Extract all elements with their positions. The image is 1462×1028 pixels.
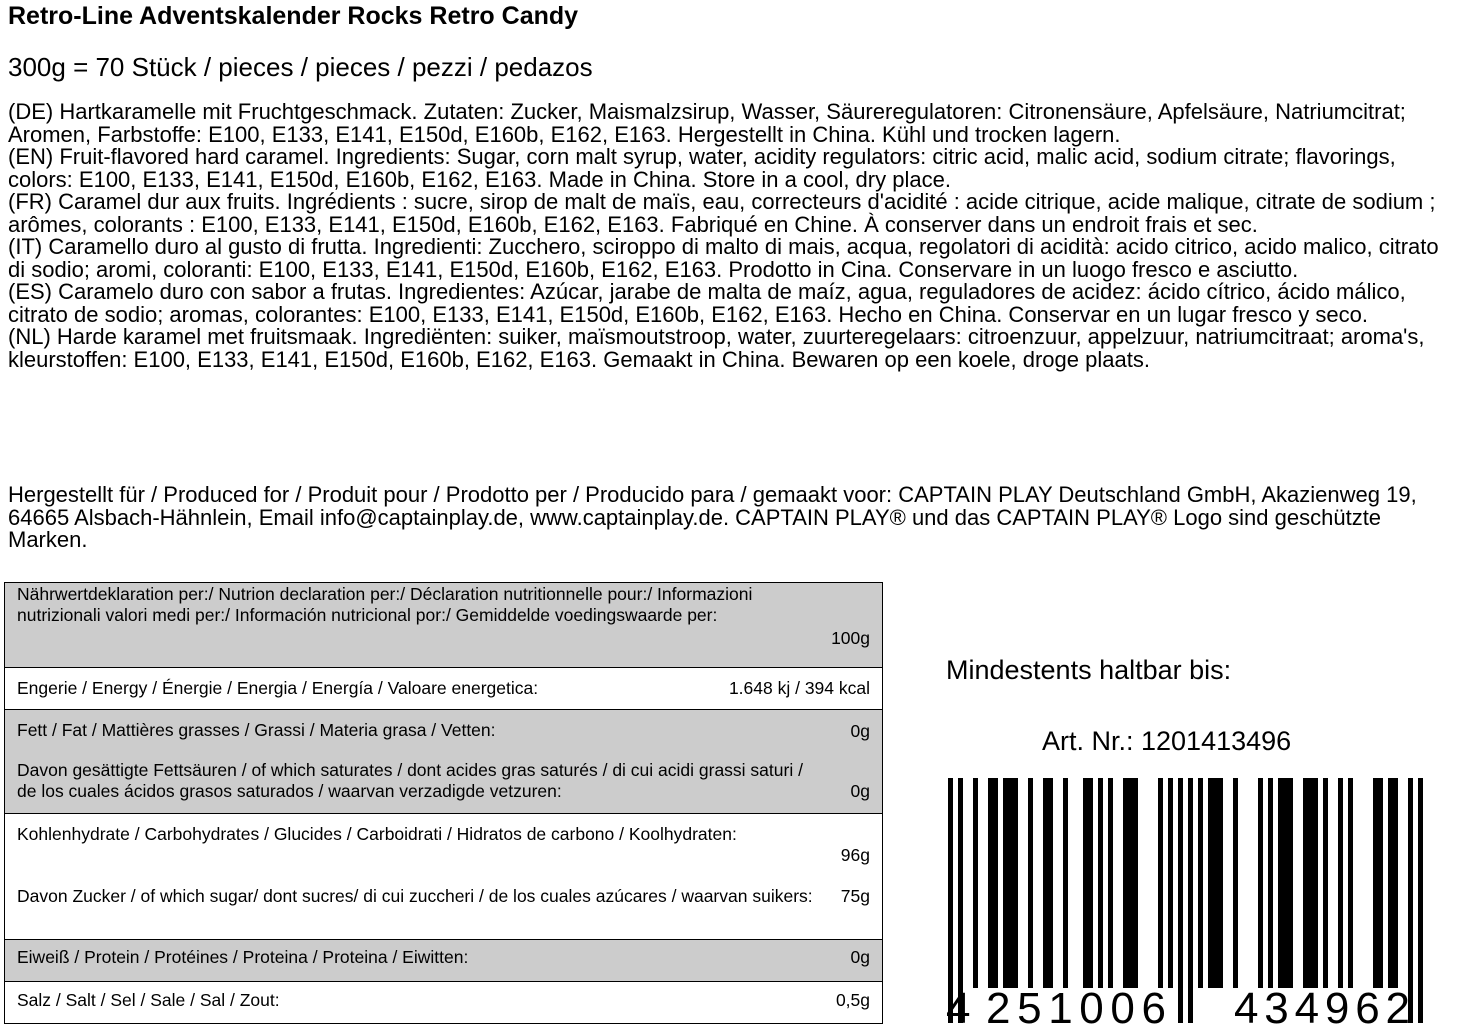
barcode-bar: [1008, 778, 1013, 988]
saturates-label: Davon gesättigte Fettsäuren / of which saturates / dont acides gras saturés / di cui acidi grassi saturi / de los cuales ácidos grasos saturados / waarvan verzadigde vetzuren:: [17, 760, 803, 801]
fat-value: 0g: [850, 721, 870, 741]
weight-line: 300g = 70 Stück / pieces / pieces / pezzi / pedazos: [8, 52, 593, 82]
carbs-line: [17, 824, 870, 886]
barcode-bar: [1108, 778, 1113, 988]
barcode-bar: [988, 778, 993, 988]
barcode-bar: [1098, 778, 1103, 988]
barcode-bar: [1003, 778, 1008, 988]
barcode-bar: [1123, 778, 1128, 988]
description-en: (EN) Fruit-flavored hard caramel. Ingredients: Sugar, corn malt syrup, water, acidity regulators: citric acid, malic acid, sodium citrate; flavorings, colors: E100, E133, E141, E150d, E160b, E162, E163. Made in China. Store in a cool, dry place.: [8, 144, 1396, 192]
description-fr: (FR) Caramel dur aux fruits. Ingrédients : sucre, sirop de malt de maïs, eau, correcteurs d'acidité : acide citrique, acide malique, citrate de sodium ; arômes, colorants : E100, E133, E141, E150d, E160b, E162, E163. Fabriqué en Chine. À conserver dans un endroit frais et sec.: [8, 189, 1436, 237]
barcode-bar: [1278, 778, 1283, 988]
protein-label: Eiweiß / Protein / Protéines / Proteina / Proteina / Eiwitten:: [17, 947, 469, 967]
barcode-bar: [1308, 778, 1313, 988]
description-de: (DE) Hartkaramelle mit Fruchtgeschmack. Zutaten: Zucker, Maismalzsirup, Wasser, Säureregulatoren: Citronensäure, Apfelsäure, Natriumcitrat; Aromen, Farbstoffe: E100, E133, E141, E150d, E160b, E162, E163. Hergestellt in China. Kühl und trocken lagern.: [8, 99, 1406, 147]
barcode-digits-right: 434962: [1234, 984, 1410, 1028]
barcode-bar: [1233, 778, 1238, 988]
nutrition-table: [4, 582, 883, 1024]
barcode-bar: [1168, 778, 1173, 988]
best-before-label: Mindestents haltbar bis:: [946, 655, 1232, 685]
barcode-bar: [1043, 778, 1048, 988]
protein-value: 0g: [850, 947, 870, 967]
carbs-value: 96g: [840, 845, 870, 865]
sugar-label: Davon Zucker / of which sugar/ dont sucres/ di cui zuccheri / de los cuales azúcares / waarvan suikers:: [17, 886, 813, 906]
barcode-bar: [993, 778, 998, 988]
nutrition-row-salt: [5, 981, 882, 1023]
barcode-bar: [1013, 778, 1018, 988]
article-number: Art. Nr.: 1201413496: [1042, 726, 1292, 756]
ingredients-descriptions: [8, 101, 1460, 371]
barcode-bar: [1208, 778, 1213, 988]
barcode-bar: [1288, 778, 1293, 988]
description-nl: (NL) Harde karamel met fruitsmaak. Ingrediënten: suiker, maïsmoutstroop, water, zuurteregelaars: citroenzuur, appelzuur, natriumcitraat; aroma's, kleurstoffen: E100, E133, E141, E150d, E160b, E162, E163. Gemaakt in China. Bewaren op een koele, droge plaats.: [8, 324, 1425, 372]
barcode-bar: [1373, 778, 1378, 988]
barcode-bar: [1388, 778, 1393, 988]
product-title: Retro-Line Adventskalender Rocks Retro Candy: [8, 2, 579, 30]
barcode-bar: [1083, 778, 1088, 988]
nutrition-row-protein: [5, 939, 882, 981]
barcode-bar: [1418, 778, 1423, 1023]
carbs-label: Kohlenhydrate / Carbohydrates / Glucides / Carboidrati / Hidratos de carbono / Koolhydraten:: [17, 824, 737, 844]
energy-label: Engerie / Energy / Énergie / Energia / Energía / Valoare energetica:: [17, 678, 539, 698]
barcode-bar: [1133, 778, 1138, 988]
barcode-bar: [1348, 778, 1353, 988]
salt-label: Salz / Salt / Sel / Sale / Sal / Zout:: [17, 990, 280, 1010]
barcode-bar: [1258, 778, 1263, 988]
barcode-bar: [1178, 778, 1183, 1023]
barcode-bar: [1088, 778, 1093, 988]
sugar-value: 75g: [840, 886, 870, 906]
barcode-bar: [1313, 778, 1318, 988]
salt-value: 0,5g: [835, 990, 870, 1010]
sugar-line: [17, 886, 870, 907]
description-it: (IT) Caramello duro al gusto di frutta. Ingredienti: Zucchero, sciroppo di malto di mais, acqua, regolatori di acidità: acido citrico, acido malico, citrato di sodio; aromi, coloranti: E100, E133, E141, E150d, E160b, E162, E163. Prodotto in Cina. Conservare in un luogo fresco e asciutto.: [8, 234, 1439, 282]
nutrition-row-carbs: [5, 813, 882, 939]
saturates-line: [17, 760, 870, 802]
barcode-bar: [1393, 778, 1398, 988]
description-es: (ES) Caramelo duro con sabor a frutas. Ingredientes: Azúcar, jarabe de malta de maíz, agua, reguladores de acidez: ácido cítrico, ácido málico, citrato de sodio; aromas, colorantes: E100, E133, E141, E150d, E160b, E162, E163. Hecho en China. Conservar en un lugar fresco y seco.: [8, 279, 1406, 327]
barcode-bar: [1198, 778, 1203, 988]
saturates-value: 0g: [850, 781, 870, 801]
barcode-bar: [1218, 778, 1223, 988]
nutrition-row-fat: [5, 709, 882, 813]
barcode-bar: [1378, 778, 1383, 988]
nutrition-header-label: Nährwertdeklaration per:/ Nutrion declaration per:/ Déclaration nutritionnelle pour:/ Informazioni nutrizionali valori medi per:/ Información nutricional por:/ Gemiddelde voedingswaarde per:: [17, 584, 753, 625]
barcode-bar: [1268, 778, 1273, 988]
nutrition-header-value: 100g: [831, 628, 870, 648]
barcode-bar: [1188, 778, 1193, 1023]
nutrition-header-row: [5, 583, 882, 667]
barcode-bar: [1063, 778, 1068, 988]
fat-line: [17, 720, 870, 760]
barcode-image: [946, 778, 1446, 1028]
barcode-bar: [973, 778, 978, 988]
barcode-bar: [1283, 778, 1288, 988]
barcode-bar: [1158, 778, 1163, 988]
energy-value: 1.648 kj / 394 kcal: [728, 678, 870, 698]
manufacturer-info: Hergestellt für / Produced for / Produit pour / Prodotto per / Producido para / gemaakt voor: CAPTAIN PLAY Deutschland GmbH, Akazienweg 19, 64665 Alsbach-Hähnlein, Email info@captainplay.de, www.captainplay.de. CAPTAIN PLAY® und das CAPTAIN PLAY® Logo sind geschützte Marken.: [8, 482, 1417, 552]
barcode-bar: [1028, 778, 1033, 988]
barcode-bar: [1338, 778, 1343, 988]
barcode-bar: [1048, 778, 1053, 988]
nutrition-row-energy: [5, 667, 882, 709]
barcode-digits-left: 251006: [986, 984, 1166, 1028]
barcode-bar: [1303, 778, 1308, 988]
barcode-bar: [1323, 778, 1328, 988]
barcode-digit-first: 4: [946, 984, 971, 1028]
barcode-bar: [1128, 778, 1133, 988]
fat-label: Fett / Fat / Mattières grasses / Grassi / Materia grasa / Vetten:: [17, 720, 496, 740]
barcode-bar: [1213, 778, 1218, 988]
